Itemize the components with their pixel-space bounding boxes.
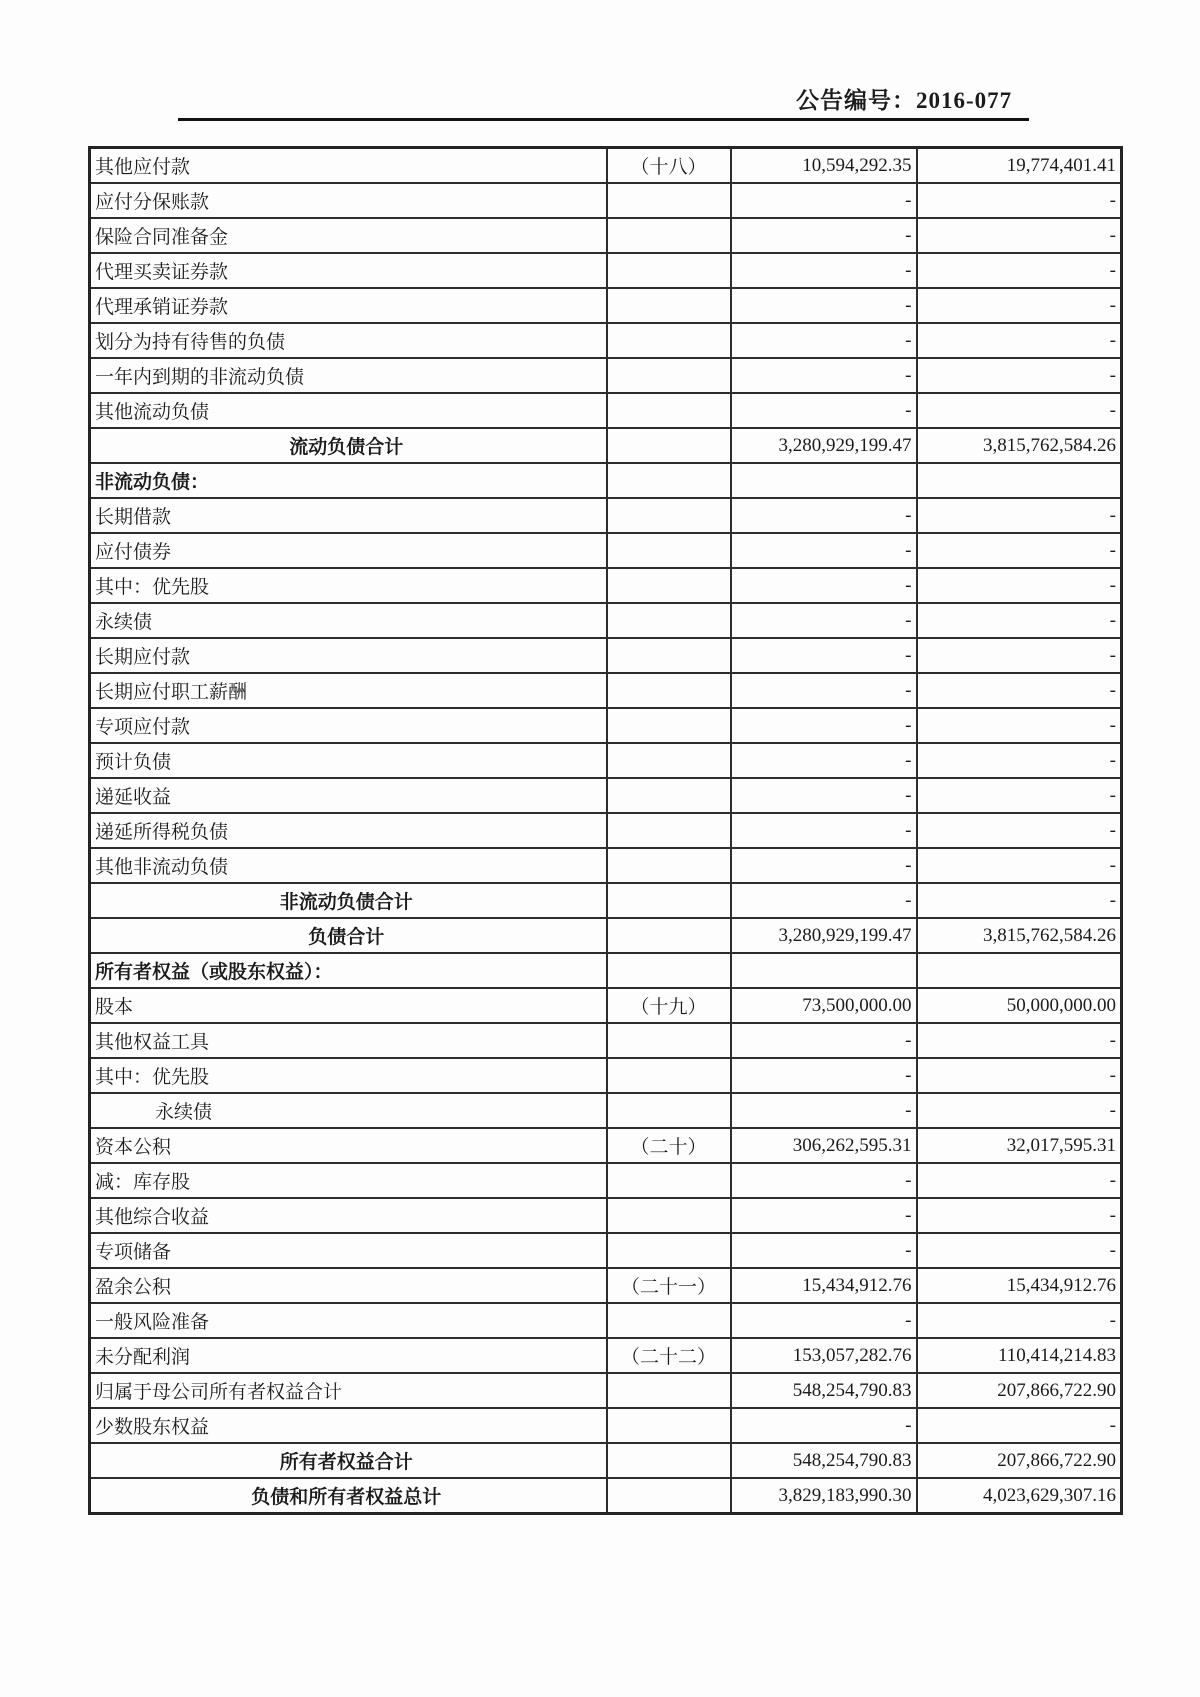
table-row [90,1058,1122,1093]
amount-current-cell [731,463,917,498]
announcement-number: 公告编号：2016-077 [796,88,1013,113]
note-ref-cell [607,1373,731,1408]
table-row [90,638,1122,673]
amount-previous-cell: - [917,708,1122,743]
amount-previous-cell: 110,414,214.83 [917,1338,1122,1373]
balance-sheet-table [88,146,1123,1515]
amount-current-cell: 10,594,292.35 [731,148,917,184]
item-label-cell: 递延所得税负债 [90,813,607,848]
table-row [90,183,1122,218]
item-label-cell: 递延收益 [90,778,607,813]
amount-previous-cell: 15,434,912.76 [917,1268,1122,1303]
amount-previous-cell: 19,774,401.41 [917,148,1122,184]
table-row [90,1338,1122,1373]
table-row [90,1233,1122,1268]
note-ref-cell [607,743,731,778]
item-label-cell: 其他权益工具 [90,1023,607,1058]
note-ref-cell [607,1023,731,1058]
table-row [90,778,1122,813]
table-row [90,358,1122,393]
table-row [90,323,1122,358]
table-row [90,988,1122,1023]
table-row [90,918,1122,953]
amount-previous-cell: - [917,1303,1122,1338]
amount-current-cell: - [731,673,917,708]
amount-previous-cell: - [917,183,1122,218]
amount-current-cell: 15,434,912.76 [731,1268,917,1303]
item-label-cell: 长期应付款 [90,638,607,673]
amount-previous-cell: - [917,498,1122,533]
amount-previous-cell: - [917,253,1122,288]
item-label-cell: 股本 [90,988,607,1023]
amount-previous-cell: - [917,848,1122,883]
table-row [90,148,1122,184]
amount-previous-cell: 207,866,722.90 [917,1443,1122,1478]
amount-current-cell: - [731,1163,917,1198]
note-ref-cell [607,568,731,603]
amount-previous-cell: - [917,673,1122,708]
amount-previous-cell: - [917,1163,1122,1198]
item-label-cell: 负债合计 [90,918,607,953]
amount-current-cell: - [731,253,917,288]
table-row [90,218,1122,253]
note-ref-cell [607,288,731,323]
table-row [90,708,1122,743]
amount-current-cell: 306,262,595.31 [731,1128,917,1163]
amount-current-cell: - [731,778,917,813]
amount-current-cell: - [731,1303,917,1338]
item-label-cell: 其中：优先股 [90,1058,607,1093]
item-label-cell: 其他综合收益 [90,1198,607,1233]
item-label-cell: 应付分保账款 [90,183,607,218]
amount-previous-cell: 3,815,762,584.26 [917,918,1122,953]
table-row [90,848,1122,883]
balance-sheet-body [90,148,1122,1514]
table-row [90,743,1122,778]
amount-current-cell: - [731,568,917,603]
item-label-cell: 长期借款 [90,498,607,533]
amount-previous-cell: - [917,323,1122,358]
item-label-cell: 专项应付款 [90,708,607,743]
table-row [90,1303,1122,1338]
note-ref-cell [607,708,731,743]
item-label-cell: 其中：优先股 [90,568,607,603]
amount-current-cell: - [731,393,917,428]
note-ref-cell [607,183,731,218]
amount-current-cell [731,953,917,988]
amount-current-cell: - [731,323,917,358]
amount-current-cell: - [731,218,917,253]
note-ref-cell [607,1058,731,1093]
note-ref-cell [607,218,731,253]
note-ref-cell [607,1163,731,1198]
item-label-cell: 长期应付职工薪酬 [90,673,607,708]
item-label-cell: 未分配利润 [90,1338,607,1373]
item-label-cell: 所有者权益（或股东权益）： [90,953,607,988]
amount-current-cell: - [731,1233,917,1268]
item-label-cell: 非流动负债合计 [90,883,607,918]
note-ref-cell: （二十） [607,1128,731,1163]
amount-previous-cell: - [917,1023,1122,1058]
item-label-cell: 非流动负债： [90,463,607,498]
note-ref-cell [607,323,731,358]
note-ref-cell [607,498,731,533]
item-label-cell: 负债和所有者权益总计 [90,1478,607,1514]
note-ref-cell [607,673,731,708]
amount-previous-cell: - [917,778,1122,813]
amount-current-cell: - [731,638,917,673]
item-label-cell: 其他流动负债 [90,393,607,428]
item-label-cell: 代理买卖证券款 [90,253,607,288]
amount-previous-cell: - [917,1198,1122,1233]
note-ref-cell [607,848,731,883]
note-ref-cell [607,1478,731,1514]
amount-previous-cell: 32,017,595.31 [917,1128,1122,1163]
note-ref-cell [607,813,731,848]
table-row [90,1093,1122,1128]
header-divider-line [178,118,1029,121]
amount-previous-cell: 207,866,722.90 [917,1373,1122,1408]
item-label-cell: 预计负债 [90,743,607,778]
note-ref-cell [607,953,731,988]
table-row [90,953,1122,988]
amount-current-cell: - [731,848,917,883]
item-label-cell: 保险合同准备金 [90,218,607,253]
item-label-cell: 应付债券 [90,533,607,568]
table-row [90,1408,1122,1443]
table-row [90,603,1122,638]
amount-previous-cell: 3,815,762,584.26 [917,428,1122,463]
amount-previous-cell: - [917,1093,1122,1128]
table-row [90,498,1122,533]
amount-current-cell: - [731,183,917,218]
note-ref-cell [607,358,731,393]
amount-previous-cell: - [917,1408,1122,1443]
amount-previous-cell: - [917,393,1122,428]
note-ref-cell [607,1093,731,1128]
amount-current-cell: - [731,708,917,743]
item-label-cell: 归属于母公司所有者权益合计 [90,1373,607,1408]
note-ref-cell: （二十二） [607,1338,731,1373]
note-ref-cell: （二十一） [607,1268,731,1303]
note-ref-cell [607,883,731,918]
table-row [90,533,1122,568]
item-label-cell: 流动负债合计 [90,428,607,463]
table-row [90,428,1122,463]
table-row [90,673,1122,708]
amount-previous-cell [917,463,1122,498]
note-ref-cell [607,393,731,428]
table-row [90,1128,1122,1163]
item-label-cell: 代理承销证券款 [90,288,607,323]
note-ref-cell: （十九） [607,988,731,1023]
item-label-cell: 少数股东权益 [90,1408,607,1443]
table-row [90,253,1122,288]
amount-current-cell: - [731,1023,917,1058]
note-ref-cell [607,638,731,673]
note-ref-cell: （十八） [607,148,731,184]
amount-current-cell: - [731,288,917,323]
table-row [90,288,1122,323]
note-ref-cell [607,603,731,638]
table-row [90,393,1122,428]
table-row [90,568,1122,603]
note-ref-cell [607,1233,731,1268]
amount-previous-cell: 50,000,000.00 [917,988,1122,1023]
item-label-cell: 一年内到期的非流动负债 [90,358,607,393]
item-label-cell: 盈余公积 [90,1268,607,1303]
amount-current-cell: 73,500,000.00 [731,988,917,1023]
table-row [90,883,1122,918]
amount-previous-cell: - [917,813,1122,848]
amount-current-cell: - [731,743,917,778]
amount-previous-cell: - [917,358,1122,393]
note-ref-cell [607,1408,731,1443]
amount-current-cell: 3,280,929,199.47 [731,428,917,463]
note-ref-cell [607,1303,731,1338]
amount-current-cell: 153,057,282.76 [731,1338,917,1373]
item-label-cell: 永续债 [90,603,607,638]
note-ref-cell [607,918,731,953]
amount-previous-cell: - [917,1058,1122,1093]
table-row [90,1268,1122,1303]
amount-previous-cell: - [917,218,1122,253]
amount-current-cell: 3,280,929,199.47 [731,918,917,953]
note-ref-cell [607,253,731,288]
item-label-cell: 划分为持有待售的负债 [90,323,607,358]
amount-current-cell: - [731,1408,917,1443]
table-row [90,463,1122,498]
table-row [90,813,1122,848]
item-label-cell: 资本公积 [90,1128,607,1163]
amount-previous-cell: - [917,638,1122,673]
note-ref-cell [607,1443,731,1478]
item-label-cell: 其他应付款 [90,148,607,184]
amount-previous-cell: - [917,533,1122,568]
table-row [90,1443,1122,1478]
amount-previous-cell: 4,023,629,307.16 [917,1478,1122,1514]
table-row [90,1478,1122,1514]
amount-current-cell: - [731,813,917,848]
table-row [90,1163,1122,1198]
amount-current-cell: - [731,1058,917,1093]
amount-previous-cell: - [917,568,1122,603]
amount-current-cell: 3,829,183,990.30 [731,1478,917,1514]
note-ref-cell [607,463,731,498]
amount-current-cell: - [731,1093,917,1128]
amount-previous-cell: - [917,288,1122,323]
amount-current-cell: - [731,498,917,533]
note-ref-cell [607,533,731,568]
amount-current-cell: 548,254,790.83 [731,1443,917,1478]
amount-previous-cell: - [917,603,1122,638]
table-row [90,1198,1122,1233]
note-ref-cell [607,428,731,463]
note-ref-cell [607,778,731,813]
item-label-cell: 一般风险准备 [90,1303,607,1338]
amount-current-cell: 548,254,790.83 [731,1373,917,1408]
item-label-cell: 专项储备 [90,1233,607,1268]
amount-current-cell: - [731,883,917,918]
note-ref-cell [607,1198,731,1233]
amount-current-cell: - [731,1198,917,1233]
amount-previous-cell [917,953,1122,988]
table-row [90,1373,1122,1408]
amount-current-cell: - [731,533,917,568]
amount-current-cell: - [731,603,917,638]
amount-previous-cell: - [917,743,1122,778]
item-label-cell: 减：库存股 [90,1163,607,1198]
amount-previous-cell: - [917,1233,1122,1268]
item-label-cell: 永续债 [90,1093,607,1128]
amount-current-cell: - [731,358,917,393]
table-row [90,1023,1122,1058]
amount-previous-cell: - [917,883,1122,918]
item-label-cell: 所有者权益合计 [90,1443,607,1478]
item-label-cell: 其他非流动负债 [90,848,607,883]
